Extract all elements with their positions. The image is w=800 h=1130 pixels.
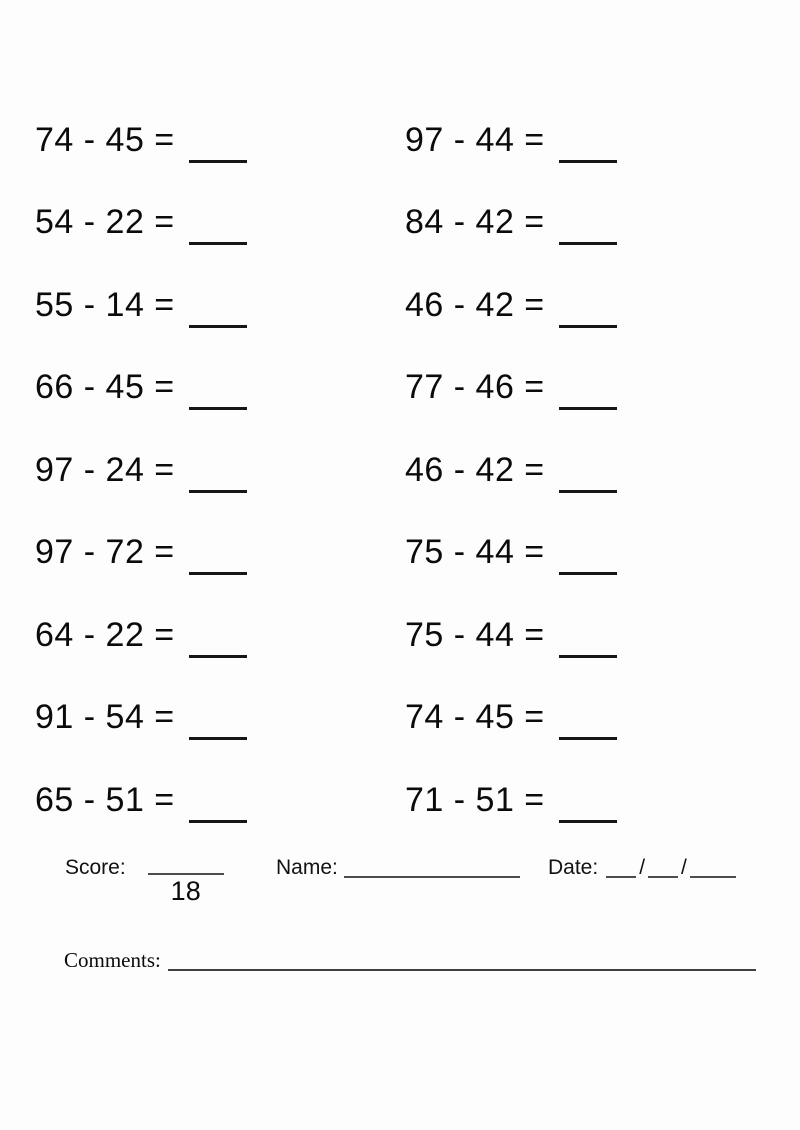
name-blank-line	[344, 876, 520, 878]
comments-blank-line	[168, 969, 756, 971]
answer-blank	[189, 820, 247, 823]
problem	[35, 429, 405, 512]
answer-blank	[559, 325, 617, 328]
problem-expression: 91 - 54 =	[35, 698, 175, 737]
score-fraction	[148, 856, 224, 907]
problem-expression: 97 - 72 =	[35, 533, 175, 572]
answer-blank	[559, 407, 617, 410]
problem	[35, 512, 405, 595]
date-blank-day	[648, 876, 678, 878]
problem	[405, 512, 775, 595]
problem	[35, 264, 405, 347]
problem-expression: 74 - 45 =	[35, 120, 175, 159]
name-section	[276, 856, 520, 880]
problem	[35, 759, 405, 842]
answer-blank	[189, 655, 247, 658]
problems-grid	[35, 99, 775, 842]
problem-expression: 74 - 45 =	[405, 698, 545, 737]
score-blank-line	[148, 856, 224, 875]
date-blank-year	[690, 876, 736, 878]
problem	[405, 677, 775, 760]
problem-expression: 75 - 44 =	[405, 533, 545, 572]
date-label: Date:	[548, 856, 599, 879]
score-label: Score:	[65, 856, 126, 879]
problem	[405, 99, 775, 182]
answer-blank	[559, 160, 617, 163]
answer-blank	[559, 655, 617, 658]
problem-expression: 75 - 44 =	[405, 615, 545, 654]
answer-blank	[559, 490, 617, 493]
date-separator: /	[639, 856, 646, 879]
name-label: Name:	[276, 856, 338, 879]
problem-expression: 54 - 22 =	[35, 203, 175, 242]
problem	[405, 429, 775, 512]
problem-expression: 66 - 45 =	[35, 368, 175, 407]
problem-expression: 97 - 44 =	[405, 120, 545, 159]
date-section	[548, 856, 736, 880]
problem-expression: 46 - 42 =	[405, 285, 545, 324]
problem-expression: 97 - 24 =	[35, 450, 175, 489]
answer-blank	[189, 242, 247, 245]
problem	[35, 99, 405, 182]
problem	[405, 759, 775, 842]
score-total: 18	[170, 876, 201, 906]
date-blank-month	[606, 876, 636, 878]
answer-blank	[559, 737, 617, 740]
score-section	[65, 856, 224, 907]
problem-expression: 77 - 46 =	[405, 368, 545, 407]
problem	[405, 264, 775, 347]
answer-blank	[189, 737, 247, 740]
problem-expression: 65 - 51 =	[35, 780, 175, 819]
comments-label: Comments:	[64, 948, 161, 972]
answer-blank	[189, 160, 247, 163]
date-separator: /	[681, 856, 687, 879]
answer-blank	[189, 572, 247, 575]
problem	[405, 594, 775, 677]
answer-blank	[189, 490, 247, 493]
problem	[35, 182, 405, 265]
answer-blank	[559, 572, 617, 575]
problem	[35, 677, 405, 760]
problem	[35, 594, 405, 677]
problem-expression: 71 - 51 =	[405, 780, 545, 819]
answer-blank	[559, 820, 617, 823]
problem	[405, 347, 775, 430]
problem	[405, 182, 775, 265]
problem-expression: 46 - 42 =	[405, 450, 545, 489]
answer-blank	[189, 325, 247, 328]
answer-blank	[189, 407, 247, 410]
answer-blank	[559, 242, 617, 245]
problem-expression: 55 - 14 =	[35, 285, 175, 324]
problem-expression: 64 - 22 =	[35, 615, 175, 654]
problem	[35, 347, 405, 430]
problem-expression: 84 - 42 =	[405, 203, 545, 242]
comments-section	[64, 948, 756, 973]
